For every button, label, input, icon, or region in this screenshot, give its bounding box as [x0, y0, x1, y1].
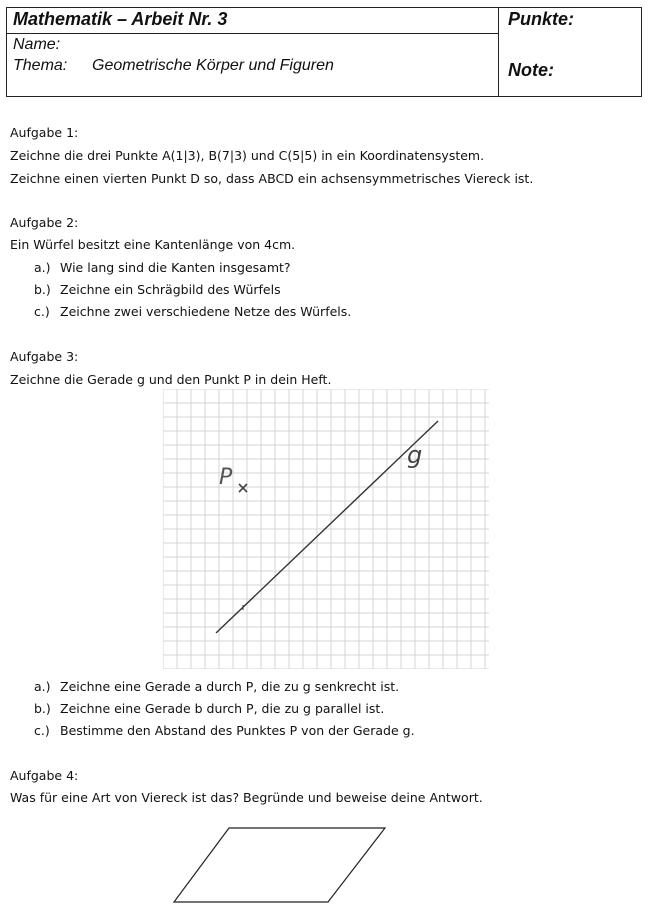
item-text: Wie lang sind die Kanten insgesamt? — [60, 260, 291, 275]
aufgabe2-item-a — [34, 260, 291, 275]
aufgabe3-heading: Aufgabe 3: — [10, 349, 79, 364]
item-text: Bestimme den Abstand des Punktes P von der Gerade g. — [60, 723, 415, 738]
item-text: Zeichne zwei verschiedene Netze des Würfels. — [60, 304, 352, 319]
header-divider-horizontal — [7, 33, 498, 34]
item-label: c.) — [34, 723, 50, 738]
aufgabe2-intro: Ein Würfel besitzt eine Kantenlänge von 4cm. — [10, 237, 296, 252]
point-p-label: P — [219, 465, 233, 490]
header-table — [6, 7, 642, 97]
item-label: c.) — [34, 304, 50, 319]
item-label: b.) — [34, 701, 51, 716]
aufgabe3-item-b — [34, 701, 384, 716]
name-label: Name: — [13, 36, 61, 53]
thema-value: Geometrische Körper und Figuren — [92, 57, 334, 74]
header-divider-vertical — [498, 8, 499, 96]
grid-lines — [163, 389, 489, 669]
aufgabe1-line-2: Zeichne einen vierten Punkt D so, dass ABCD ein achsensymmetrisches Viereck ist. — [10, 171, 534, 186]
parallelogram-figure — [172, 826, 388, 906]
aufgabe4-heading: Aufgabe 4: — [10, 768, 79, 783]
item-text: Zeichne eine Gerade b durch P, die zu g parallel ist. — [60, 701, 385, 716]
aufgabe3-item-c — [34, 723, 415, 738]
note-label: Note: — [508, 60, 554, 80]
item-label: a.) — [34, 679, 51, 694]
aufgabe3-intro: Zeichne die Gerade g und den Punkt P in dein Heft. — [10, 372, 332, 387]
item-label: b.) — [34, 282, 51, 297]
point-p-marker — [239, 484, 247, 492]
grid-figure — [163, 389, 489, 669]
punkte-label: Punkte: — [508, 9, 575, 29]
item-label: a.) — [34, 260, 51, 275]
aufgabe2-item-c — [34, 304, 351, 319]
exam-title: Mathematik – Arbeit Nr. 3 — [13, 9, 228, 29]
aufgabe2-item-b — [34, 282, 281, 297]
item-text: Zeichne ein Schrägbild des Würfels — [60, 282, 281, 297]
aufgabe3-item-a — [34, 679, 399, 694]
item-text: Zeichne eine Gerade a durch P, die zu g senkrecht ist. — [60, 679, 400, 694]
aufgabe1-line-1: Zeichne die drei Punkte A(1|3), B(7|3) und C(5|5) in ein Koordinatensystem. — [10, 148, 485, 163]
aufgabe4-intro: Was für eine Art von Viereck ist das? Begründe und beweise deine Antwort. — [10, 790, 483, 805]
aufgabe1-heading: Aufgabe 1: — [10, 125, 79, 140]
thema-label: Thema: — [13, 57, 68, 74]
parallelogram-shape — [174, 828, 385, 902]
line-g — [216, 421, 438, 633]
aufgabe2-heading: Aufgabe 2: — [10, 215, 79, 230]
line-g-label: g — [407, 441, 423, 469]
